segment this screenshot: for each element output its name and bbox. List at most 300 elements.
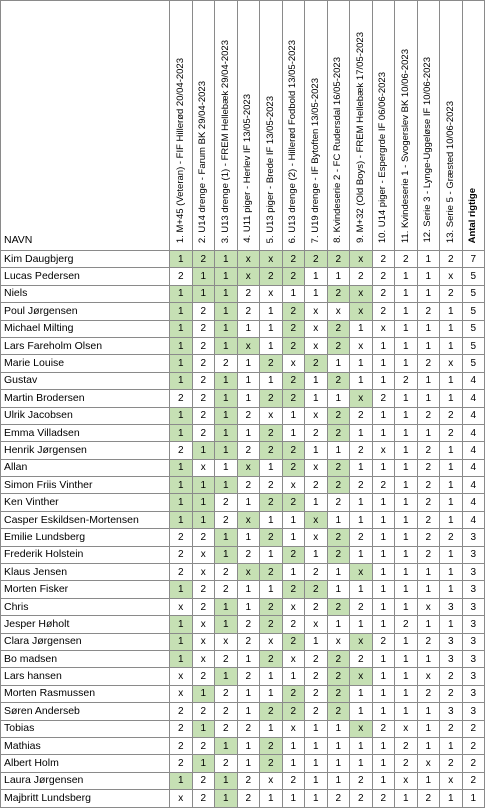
pick-cell[interactable]: 1 xyxy=(395,477,418,494)
pick-cell[interactable]: 1 xyxy=(440,511,463,528)
participant-name-cell[interactable]: Marie Louise xyxy=(1,355,170,372)
pick-cell-correct[interactable]: 1 xyxy=(215,268,238,285)
pick-cell[interactable]: 2 xyxy=(192,355,215,372)
pick-cell[interactable]: 2 xyxy=(215,685,238,702)
pick-cell[interactable]: 1 xyxy=(372,598,395,615)
pick-cell-correct[interactable]: 2 xyxy=(282,633,305,650)
pick-cell[interactable]: 2 xyxy=(417,546,440,563)
pick-cell[interactable]: 2 xyxy=(192,772,215,789)
participant-name-cell[interactable]: Michael Milting xyxy=(1,320,170,337)
pick-cell[interactable]: 2 xyxy=(350,407,373,424)
pick-cell[interactable]: 2 xyxy=(350,268,373,285)
pick-cell[interactable]: 1 xyxy=(440,790,463,807)
pick-cell-correct[interactable]: 2 xyxy=(282,494,305,511)
pick-cell-correct[interactable]: 1 xyxy=(170,633,193,650)
pick-cell[interactable]: x xyxy=(192,633,215,650)
total-correct-cell[interactable]: 4 xyxy=(462,494,485,511)
pick-cell[interactable]: 1 xyxy=(237,703,260,720)
pick-cell-correct[interactable]: 2 xyxy=(327,598,350,615)
pick-cell[interactable]: 1 xyxy=(372,685,395,702)
pick-cell[interactable]: 1 xyxy=(372,616,395,633)
pick-cell[interactable]: x xyxy=(305,303,328,320)
pick-cell[interactable]: 1 xyxy=(237,320,260,337)
pick-cell[interactable]: x xyxy=(192,546,215,563)
pick-cell[interactable]: 2 xyxy=(350,772,373,789)
pick-cell[interactable]: 1 xyxy=(350,546,373,563)
pick-cell[interactable]: x xyxy=(192,459,215,476)
pick-cell[interactable]: 2 xyxy=(215,755,238,772)
pick-cell[interactable]: 2 xyxy=(260,477,283,494)
pick-cell-correct[interactable]: 2 xyxy=(192,251,215,268)
pick-cell-correct[interactable]: 1 xyxy=(192,494,215,511)
pick-cell[interactable]: 1 xyxy=(260,581,283,598)
pick-cell[interactable]: 2 xyxy=(372,790,395,807)
pick-cell[interactable]: 1 xyxy=(260,303,283,320)
pick-cell-correct[interactable]: 1 xyxy=(215,407,238,424)
participant-name-cell[interactable]: Morten Fisker xyxy=(1,581,170,598)
pick-cell[interactable]: 2 xyxy=(237,285,260,302)
pick-cell[interactable]: 2 xyxy=(350,598,373,615)
pick-cell[interactable]: 1 xyxy=(305,737,328,754)
total-correct-cell[interactable]: 3 xyxy=(462,633,485,650)
pick-cell[interactable]: 2 xyxy=(417,511,440,528)
pick-cell-correct[interactable]: x xyxy=(350,668,373,685)
pick-cell[interactable]: 1 xyxy=(260,668,283,685)
pick-cell-correct[interactable]: 1 xyxy=(170,285,193,302)
pick-cell[interactable]: 1 xyxy=(395,355,418,372)
game-column-header[interactable] xyxy=(260,1,283,251)
pick-cell[interactable]: 2 xyxy=(192,529,215,546)
pick-cell[interactable]: 1 xyxy=(215,459,238,476)
pick-cell[interactable]: x xyxy=(282,720,305,737)
pick-cell[interactable]: 2 xyxy=(192,581,215,598)
pick-cell[interactable]: 1 xyxy=(372,337,395,354)
pick-cell[interactable]: 1 xyxy=(440,390,463,407)
pick-cell-correct[interactable]: 1 xyxy=(215,598,238,615)
pick-cell[interactable]: 1 xyxy=(372,372,395,389)
pick-cell[interactable]: 1 xyxy=(305,720,328,737)
pick-cell[interactable]: 2 xyxy=(440,755,463,772)
pick-cell-correct[interactable]: 1 xyxy=(192,285,215,302)
pick-cell[interactable]: 1 xyxy=(417,616,440,633)
pick-cell[interactable]: 2 xyxy=(417,355,440,372)
pick-cell[interactable]: x xyxy=(305,337,328,354)
pick-cell[interactable]: 1 xyxy=(440,494,463,511)
pick-cell[interactable]: x xyxy=(327,303,350,320)
pick-cell-correct[interactable]: 1 xyxy=(170,511,193,528)
pick-cell[interactable]: 1 xyxy=(395,511,418,528)
pick-cell[interactable]: 1 xyxy=(372,355,395,372)
pick-cell[interactable]: 2 xyxy=(215,581,238,598)
pick-cell[interactable]: 1 xyxy=(327,355,350,372)
pick-cell[interactable]: 2 xyxy=(237,772,260,789)
pick-cell[interactable]: 1 xyxy=(327,616,350,633)
pick-cell[interactable]: 1 xyxy=(395,546,418,563)
pick-cell[interactable]: 2 xyxy=(305,668,328,685)
pick-cell[interactable]: 1 xyxy=(417,424,440,441)
pick-cell-correct[interactable]: x xyxy=(237,268,260,285)
pick-cell-correct[interactable]: 2 xyxy=(305,355,328,372)
pick-cell[interactable]: 1 xyxy=(327,442,350,459)
pick-cell[interactable]: 2 xyxy=(192,320,215,337)
pick-cell[interactable]: 2 xyxy=(237,633,260,650)
pick-cell-correct[interactable]: 2 xyxy=(282,442,305,459)
pick-cell[interactable]: 2 xyxy=(395,616,418,633)
pick-cell-correct[interactable]: 2 xyxy=(260,529,283,546)
pick-cell[interactable]: 1 xyxy=(372,755,395,772)
pick-cell[interactable]: 1 xyxy=(440,303,463,320)
total-correct-cell[interactable]: 3 xyxy=(462,668,485,685)
pick-cell[interactable]: 2 xyxy=(170,720,193,737)
total-correct-cell[interactable]: 5 xyxy=(462,268,485,285)
pick-cell[interactable]: 1 xyxy=(372,511,395,528)
pick-cell[interactable]: 1 xyxy=(372,494,395,511)
pick-cell[interactable]: 1 xyxy=(372,650,395,667)
pick-cell[interactable]: 1 xyxy=(350,459,373,476)
pick-cell[interactable]: x xyxy=(170,598,193,615)
participant-name-cell[interactable]: Lars hansen xyxy=(1,668,170,685)
pick-cell-correct[interactable]: 2 xyxy=(305,251,328,268)
pick-cell[interactable]: 1 xyxy=(372,459,395,476)
pick-cell-correct[interactable]: x xyxy=(237,459,260,476)
pick-cell-correct[interactable]: 1 xyxy=(215,442,238,459)
total-correct-cell[interactable]: 4 xyxy=(462,372,485,389)
pick-cell[interactable]: 2 xyxy=(395,755,418,772)
pick-cell[interactable]: 1 xyxy=(350,372,373,389)
pick-cell-correct[interactable]: x xyxy=(350,251,373,268)
pick-cell[interactable]: 1 xyxy=(237,598,260,615)
pick-cell[interactable]: 1 xyxy=(440,320,463,337)
pick-cell[interactable]: 2 xyxy=(305,598,328,615)
pick-cell-correct[interactable]: 1 xyxy=(215,424,238,441)
pick-cell[interactable]: 2 xyxy=(305,477,328,494)
pick-cell[interactable]: 1 xyxy=(237,424,260,441)
participant-name-cell[interactable]: Ulrik Jacobsen xyxy=(1,407,170,424)
pick-cell[interactable]: 2 xyxy=(282,772,305,789)
pick-cell[interactable]: 2 xyxy=(192,372,215,389)
pick-cell[interactable]: 1 xyxy=(260,790,283,807)
pick-cell[interactable]: 2 xyxy=(305,650,328,667)
pick-cell[interactable]: 2 xyxy=(372,251,395,268)
pick-cell[interactable]: 1 xyxy=(395,529,418,546)
pick-cell[interactable]: 1 xyxy=(305,442,328,459)
pick-cell[interactable]: 2 xyxy=(170,442,193,459)
pick-cell[interactable]: x xyxy=(192,650,215,667)
participant-name-cell[interactable]: Tobias xyxy=(1,720,170,737)
pick-cell[interactable]: 1 xyxy=(237,494,260,511)
pick-cell-correct[interactable]: 1 xyxy=(215,616,238,633)
game-column-header[interactable] xyxy=(440,1,463,251)
pick-cell[interactable]: 1 xyxy=(327,564,350,581)
pick-cell[interactable]: 1 xyxy=(395,598,418,615)
pick-cell-correct[interactable]: 2 xyxy=(327,320,350,337)
participant-name-cell[interactable]: Ken Vinther xyxy=(1,494,170,511)
pick-cell-correct[interactable]: 2 xyxy=(282,390,305,407)
pick-cell[interactable]: 2 xyxy=(395,737,418,754)
pick-cell[interactable]: x xyxy=(305,459,328,476)
pick-cell[interactable]: 1 xyxy=(395,494,418,511)
pick-cell-correct[interactable]: 1 xyxy=(215,477,238,494)
pick-cell[interactable]: 1 xyxy=(260,320,283,337)
pick-cell-correct[interactable]: 1 xyxy=(170,407,193,424)
pick-cell-correct[interactable]: x xyxy=(350,390,373,407)
pick-cell[interactable]: 1 xyxy=(417,320,440,337)
pick-cell[interactable]: x xyxy=(395,772,418,789)
game-column-header[interactable] xyxy=(305,1,328,251)
pick-cell[interactable]: 2 xyxy=(237,668,260,685)
pick-cell-correct[interactable]: 2 xyxy=(260,737,283,754)
pick-cell[interactable]: 1 xyxy=(327,737,350,754)
pick-cell[interactable]: 1 xyxy=(395,390,418,407)
pick-cell[interactable]: 2 xyxy=(440,529,463,546)
participant-name-cell[interactable]: Allan xyxy=(1,459,170,476)
pick-cell[interactable]: 2 xyxy=(440,251,463,268)
pick-cell[interactable]: 1 xyxy=(417,772,440,789)
pick-cell[interactable]: 1 xyxy=(350,355,373,372)
pick-cell-correct[interactable]: 1 xyxy=(170,459,193,476)
pick-cell-correct[interactable]: 1 xyxy=(170,372,193,389)
pick-cell[interactable]: 1 xyxy=(327,390,350,407)
total-correct-cell[interactable]: 4 xyxy=(462,407,485,424)
total-correct-cell[interactable]: 5 xyxy=(462,355,485,372)
pick-cell[interactable]: 2 xyxy=(350,529,373,546)
pick-cell[interactable]: 1 xyxy=(395,581,418,598)
pick-cell[interactable]: 1 xyxy=(305,755,328,772)
pick-cell[interactable]: 1 xyxy=(395,268,418,285)
participant-name-cell[interactable]: Jesper Høholt xyxy=(1,616,170,633)
pick-cell-correct[interactable]: 2 xyxy=(282,685,305,702)
pick-cell[interactable]: 1 xyxy=(305,285,328,302)
pick-cell[interactable]: x xyxy=(170,790,193,807)
pick-cell-correct[interactable]: 1 xyxy=(170,494,193,511)
pick-cell[interactable]: 1 xyxy=(282,790,305,807)
pick-cell-correct[interactable]: x xyxy=(350,285,373,302)
pick-cell[interactable]: x xyxy=(282,598,305,615)
participant-name-cell[interactable]: Albert Holm xyxy=(1,755,170,772)
pick-cell[interactable]: 2 xyxy=(215,703,238,720)
pick-cell-correct[interactable]: 1 xyxy=(170,337,193,354)
pick-cell[interactable]: 2 xyxy=(440,407,463,424)
pick-cell[interactable]: x xyxy=(327,633,350,650)
pick-cell[interactable]: 1 xyxy=(327,511,350,528)
pick-cell[interactable]: 1 xyxy=(395,668,418,685)
pick-cell[interactable]: 1 xyxy=(395,703,418,720)
pick-cell-correct[interactable]: 1 xyxy=(215,337,238,354)
pick-cell-correct[interactable]: 1 xyxy=(215,772,238,789)
pick-cell[interactable]: 2 xyxy=(237,720,260,737)
pick-cell[interactable]: 2 xyxy=(170,703,193,720)
total-correct-cell[interactable]: 3 xyxy=(462,529,485,546)
pick-cell[interactable]: 1 xyxy=(440,581,463,598)
participant-name-cell[interactable]: Emma Villadsen xyxy=(1,424,170,441)
pick-cell[interactable]: 1 xyxy=(305,633,328,650)
pick-cell[interactable]: 1 xyxy=(237,372,260,389)
pick-cell[interactable]: 2 xyxy=(350,650,373,667)
participant-name-cell[interactable]: Simon Friis Vinther xyxy=(1,477,170,494)
pick-cell-correct[interactable]: 2 xyxy=(282,459,305,476)
pick-cell-correct[interactable]: 2 xyxy=(260,598,283,615)
pick-cell-correct[interactable]: 2 xyxy=(282,303,305,320)
pick-cell[interactable]: 3 xyxy=(440,650,463,667)
pick-cell[interactable]: x xyxy=(305,529,328,546)
pick-cell-correct[interactable]: 1 xyxy=(170,424,193,441)
participant-name-cell[interactable]: Majbritt Lundsberg xyxy=(1,790,170,807)
pick-cell[interactable]: 2 xyxy=(170,390,193,407)
pick-cell[interactable]: 2 xyxy=(440,668,463,685)
pick-cell[interactable]: x xyxy=(282,477,305,494)
pick-cell-correct[interactable]: 1 xyxy=(215,790,238,807)
pick-cell[interactable]: 1 xyxy=(372,407,395,424)
pick-cell[interactable]: 1 xyxy=(395,790,418,807)
participant-name-cell[interactable]: Klaus Jensen xyxy=(1,564,170,581)
game-column-header[interactable] xyxy=(327,1,350,251)
pick-cell-correct[interactable]: 2 xyxy=(260,355,283,372)
pick-cell[interactable]: 2 xyxy=(282,616,305,633)
pick-cell[interactable]: x xyxy=(170,685,193,702)
pick-cell[interactable]: 1 xyxy=(372,772,395,789)
pick-cell[interactable]: 2 xyxy=(327,790,350,807)
total-correct-cell[interactable]: 4 xyxy=(462,442,485,459)
participant-name-cell[interactable]: Henrik Jørgensen xyxy=(1,442,170,459)
pick-cell[interactable]: 1 xyxy=(327,720,350,737)
total-correct-cell[interactable]: 5 xyxy=(462,285,485,302)
pick-cell-correct[interactable]: 1 xyxy=(192,755,215,772)
pick-cell-correct[interactable]: 1 xyxy=(192,511,215,528)
pick-cell[interactable]: 1 xyxy=(417,720,440,737)
pick-cell-correct[interactable]: 2 xyxy=(327,668,350,685)
pick-cell-correct[interactable]: x xyxy=(237,564,260,581)
pick-cell[interactable]: x xyxy=(417,598,440,615)
pick-cell-correct[interactable]: 1 xyxy=(215,546,238,563)
pick-cell[interactable]: x xyxy=(215,633,238,650)
pick-cell-correct[interactable]: x xyxy=(260,251,283,268)
pick-cell[interactable]: 1 xyxy=(237,685,260,702)
pick-cell[interactable]: 1 xyxy=(417,703,440,720)
pick-cell-correct[interactable]: 1 xyxy=(170,650,193,667)
pick-cell-correct[interactable]: 1 xyxy=(215,372,238,389)
pick-cell[interactable]: 1 xyxy=(440,564,463,581)
pick-cell[interactable]: 2 xyxy=(192,303,215,320)
pick-cell[interactable]: 1 xyxy=(372,737,395,754)
total-correct-cell[interactable]: 4 xyxy=(462,459,485,476)
pick-cell[interactable]: 1 xyxy=(305,390,328,407)
total-correct-cell[interactable]: 3 xyxy=(462,685,485,702)
pick-cell-correct[interactable]: 1 xyxy=(215,529,238,546)
pick-cell[interactable]: 2 xyxy=(440,424,463,441)
pick-cell[interactable]: 2 xyxy=(372,285,395,302)
pick-cell[interactable]: 2 xyxy=(372,720,395,737)
pick-cell[interactable]: 1 xyxy=(305,772,328,789)
pick-cell[interactable]: 1 xyxy=(395,564,418,581)
pick-cell[interactable]: 2 xyxy=(350,442,373,459)
pick-cell-correct[interactable]: 2 xyxy=(282,581,305,598)
pick-cell-correct[interactable]: 2 xyxy=(260,755,283,772)
pick-cell-correct[interactable]: 1 xyxy=(170,772,193,789)
pick-cell[interactable]: 1 xyxy=(282,529,305,546)
pick-cell[interactable]: 1 xyxy=(372,703,395,720)
pick-cell[interactable]: 1 xyxy=(305,546,328,563)
pick-cell-correct[interactable]: 2 xyxy=(327,424,350,441)
participant-name-cell[interactable]: Clara Jørgensen xyxy=(1,633,170,650)
pick-cell[interactable]: 2 xyxy=(192,424,215,441)
pick-cell[interactable]: 2 xyxy=(237,790,260,807)
pick-cell[interactable]: x xyxy=(372,442,395,459)
pick-cell[interactable]: 1 xyxy=(372,668,395,685)
pick-cell-correct[interactable]: 1 xyxy=(170,303,193,320)
game-column-header[interactable] xyxy=(282,1,305,251)
pick-cell[interactable]: 2 xyxy=(170,268,193,285)
pick-cell-correct[interactable]: 2 xyxy=(282,251,305,268)
pick-cell-correct[interactable]: x xyxy=(350,303,373,320)
participant-name-cell[interactable]: Martin Brodersen xyxy=(1,390,170,407)
pick-cell[interactable]: 1 xyxy=(395,424,418,441)
pick-cell-correct[interactable]: 1 xyxy=(170,477,193,494)
pick-cell[interactable]: 1 xyxy=(305,372,328,389)
pick-cell[interactable]: 2 xyxy=(215,494,238,511)
pick-cell-correct[interactable]: 1 xyxy=(215,303,238,320)
pick-cell[interactable]: 1 xyxy=(350,511,373,528)
pick-cell-correct[interactable]: 2 xyxy=(282,320,305,337)
total-correct-cell[interactable]: 5 xyxy=(462,337,485,354)
total-correct-cell[interactable]: 1 xyxy=(462,790,485,807)
pick-cell[interactable]: 1 xyxy=(395,285,418,302)
participant-name-cell[interactable]: Lars Fareholm Olsen xyxy=(1,337,170,354)
pick-cell[interactable]: x xyxy=(440,355,463,372)
pick-cell[interactable]: 2 xyxy=(237,303,260,320)
pick-cell[interactable]: 1 xyxy=(282,737,305,754)
pick-cell[interactable]: 1 xyxy=(260,720,283,737)
pick-cell-correct[interactable]: x xyxy=(237,337,260,354)
total-correct-cell[interactable]: 4 xyxy=(462,511,485,528)
pick-cell-correct[interactable]: 1 xyxy=(215,251,238,268)
pick-cell[interactable]: 1 xyxy=(350,494,373,511)
pick-cell[interactable]: 2 xyxy=(417,494,440,511)
pick-cell[interactable]: 1 xyxy=(395,633,418,650)
pick-cell[interactable]: 1 xyxy=(350,320,373,337)
pick-cell[interactable]: 1 xyxy=(260,685,283,702)
pick-cell-correct[interactable]: x xyxy=(305,511,328,528)
total-column-header[interactable] xyxy=(462,1,485,251)
pick-cell[interactable]: x xyxy=(372,320,395,337)
total-correct-cell[interactable]: 3 xyxy=(462,581,485,598)
pick-cell-correct[interactable]: 2 xyxy=(260,494,283,511)
pick-cell-correct[interactable]: 1 xyxy=(192,720,215,737)
pick-cell[interactable]: 1 xyxy=(350,424,373,441)
pick-cell[interactable]: 2 xyxy=(440,720,463,737)
pick-cell-correct[interactable]: 2 xyxy=(260,424,283,441)
pick-cell-correct[interactable]: x xyxy=(237,511,260,528)
pick-cell-correct[interactable]: x xyxy=(350,633,373,650)
pick-cell[interactable]: x xyxy=(170,668,193,685)
pick-cell[interactable]: 1 xyxy=(417,268,440,285)
pick-cell[interactable]: x xyxy=(350,337,373,354)
pick-cell-correct[interactable]: 2 xyxy=(260,616,283,633)
pick-cell[interactable]: 1 xyxy=(350,616,373,633)
pick-cell[interactable]: 1 xyxy=(350,581,373,598)
game-column-header[interactable] xyxy=(237,1,260,251)
pick-cell[interactable]: x xyxy=(282,650,305,667)
pick-cell-correct[interactable]: 2 xyxy=(260,564,283,581)
participant-name-cell[interactable]: Mathias xyxy=(1,737,170,754)
pick-cell[interactable]: 2 xyxy=(440,285,463,302)
pick-cell-correct[interactable]: 1 xyxy=(170,616,193,633)
pick-cell[interactable]: 1 xyxy=(372,529,395,546)
pick-cell[interactable]: 1 xyxy=(260,459,283,476)
pick-cell[interactable]: 2 xyxy=(192,737,215,754)
pick-cell-correct[interactable]: 1 xyxy=(215,390,238,407)
pick-cell-correct[interactable]: 1 xyxy=(192,685,215,702)
pick-cell[interactable]: 2 xyxy=(170,755,193,772)
